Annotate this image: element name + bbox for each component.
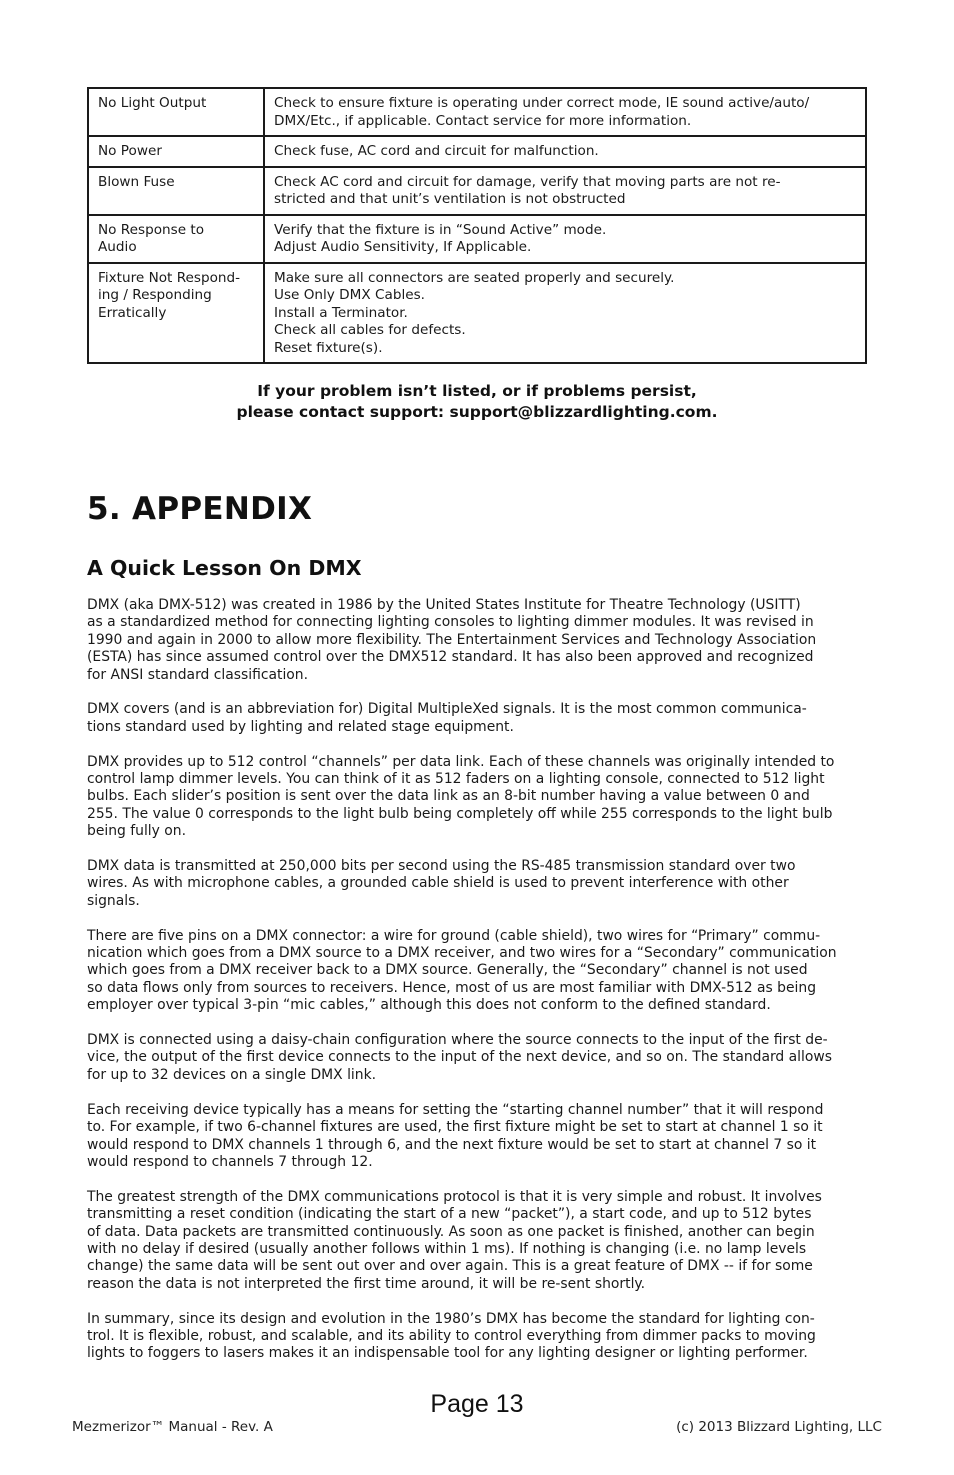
- paragraph: DMX data is transmitted at 250,000 bits per second using the RS-485 transmission standard over two wires. As with microphone cables, a grounded cable shield is used to prevent interference with other signals.: [87, 858, 796, 909]
- paragraph: There are five pins on a DMX connector: a wire for ground (cable shield), two wires for “Primary” commu- nication which goes from a DMX source to a DMX receiver, and two wires for a “Secondary” communication which goes from a DMX receiver back to a DMX source. Generally, the “Secondary” channel is not used so data flows only from sources to receivers. Hence, most of us are most familiar with DMX-512 as being employer over typical 3-pin “mic cables,” although this does not conform to the defined standard.: [87, 927, 837, 1014]
- paragraph: The greatest strength of the DMX communications protocol is that it is very simple and robust. It involves transmitting a reset condition (indicating the start of a new “packet”), a start code, and up to 512 bytes of data. Data packets are transmitted continuously. As soon as one packet is finished, another can begin with no delay if desired (usually another follows within 1 ms). If nothing is changing (i.e. no lamp levels change) the same data will be sent out over and over again. This is a great feature of DMX -- if for some reason the data is not interpreted the first time around, it will be re-sent shortly.: [87, 1188, 822, 1292]
- page-number: Page 13: [430, 1390, 524, 1418]
- support-line-1: If your problem isn’t listed, or if problems persist,: [257, 382, 697, 400]
- solution-cell: Check AC cord and circuit for damage, verify that moving parts are not re- stricted and that unit’s ventilation is not obstructed: [264, 167, 866, 215]
- problem-cell: No Power: [88, 136, 264, 167]
- paragraph: DMX provides up to 512 control “channels” per data link. Each of these channels was originally intended to control lamp dimmer levels. You can think of it as 512 faders on a lighting console, connected to 512 light bulbs. Each slider’s position is sent over the data link as an 8-bit number having a value between 0 and 255. The value 0 corresponds to the light bulb being completely off while 255 corresponds to the light bulb being fully on.: [87, 753, 835, 840]
- footer-copyright: (c) 2013 Blizzard Lighting, LLC: [676, 1419, 882, 1435]
- dmx-lesson-body: [87, 597, 869, 1380]
- paragraph: DMX (aka DMX-512) was created in 1986 by the United States Institute for Theatre Technology (USITT) as a standardized method for connecting lighting consoles to lighting dimmer modules. It was revised in 1990 and again in 2000 to allow more flexibility. The Entertainment Services and Technology Association (ESTA) has since assumed control over the DMX512 standard. It has also been approved and recognized for ANSI standard classification.: [87, 597, 817, 683]
- paragraph: DMX is connected using a daisy-chain configuration where the source connects to the input of the first de- vice, the output of the first device connects to the input of the next device, and so on. The standard allows for up to 32 devices on a single DMX link.: [87, 1032, 832, 1083]
- support-notice: [87, 381, 867, 423]
- solution-cell: Check fuse, AC cord and circuit for malfunction.: [264, 136, 866, 167]
- table-row: [88, 167, 866, 215]
- problem-cell: Blown Fuse: [88, 167, 264, 215]
- footer-manual-title: Mezmerizor™ Manual - Rev. A: [72, 1419, 273, 1435]
- section-subtitle: A Quick Lesson On DMX: [87, 556, 362, 580]
- section-title: 5. APPENDIX: [87, 491, 313, 527]
- table-row: [88, 263, 866, 364]
- troubleshooting-table: [87, 87, 867, 364]
- problem-cell: Fixture Not Respond- ing / Responding Erratically: [88, 263, 264, 364]
- problem-cell: No Light Output: [88, 88, 264, 136]
- paragraph: Each receiving device typically has a means for setting the “starting channel number” that it will respond to. For example, if two 6-channel fixtures are used, the first fixture might be set to start at channel 1 so it would respond to DMX channels 1 through 6, and the next fixture would be set to start at channel 7 so it would respond to channels 7 through 12.: [87, 1101, 824, 1170]
- paragraph: In summary, since its design and evolution in the 1980’s DMX has become the standard for lighting con- trol. It is flexible, robust, and scalable, and its ability to control everything from dimmer packs to moving lights to foggers to lasers makes it an indispensable tool for any lighting designer or lighting performer.: [87, 1310, 816, 1362]
- table-row: [88, 88, 866, 136]
- solution-cell: Make sure all connectors are seated properly and securely. Use Only DMX Cables. Install a Terminator. Check all cables for defects. Reset fixture(s).: [264, 263, 866, 364]
- solution-cell: Check to ensure fixture is operating under correct mode, IE sound active/auto/ DMX/Etc., if applicable. Contact service for more information.: [264, 88, 866, 136]
- problem-cell: No Response to Audio: [88, 215, 264, 263]
- table-row: [88, 136, 866, 167]
- paragraph: DMX covers (and is an abbreviation for) Digital MultipleXed signals. It is the most common communica- tions standard used by lighting and related stage equipment.: [87, 701, 807, 735]
- support-line-2: please contact support: support@blizzardlighting.com.: [236, 403, 718, 421]
- solution-cell: Verify that the fixture is in “Sound Active” mode. Adjust Audio Sensitivity, If Applicable.: [264, 215, 866, 263]
- table-row: [88, 215, 866, 263]
